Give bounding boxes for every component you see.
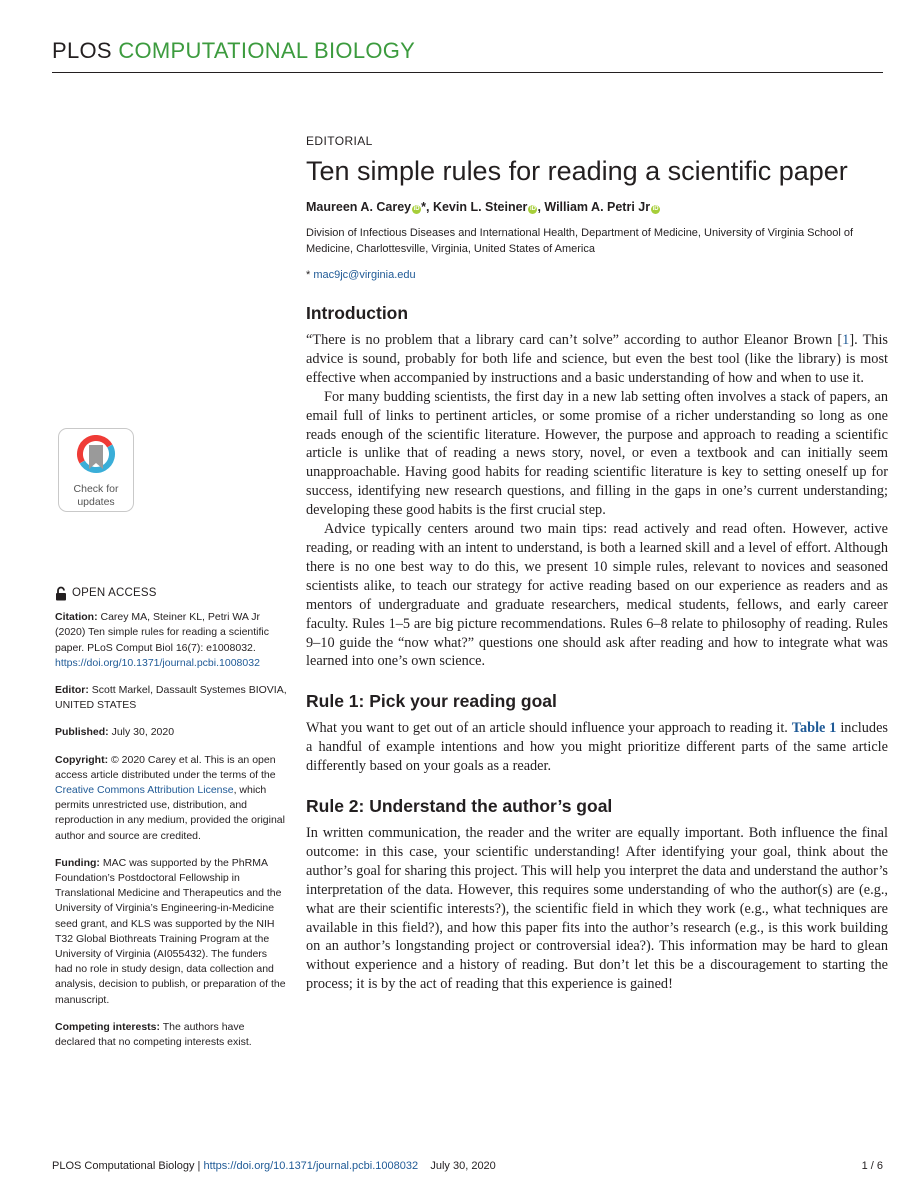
journal-prefix: PLOS: [52, 38, 112, 63]
orcid-icon[interactable]: iD: [652, 206, 659, 212]
funding-block: [55, 856, 287, 1008]
badge-label-line-2: updates: [77, 496, 115, 508]
open-access-label: [55, 586, 287, 601]
editor-block: [55, 683, 287, 713]
orcid-icon[interactable]: iD: [529, 206, 536, 212]
citation-block: [55, 610, 287, 671]
citation-text: Carey MA, Steiner KL, Petri WA Jr (2020) Ten simple rules for reading a scientific paper. PLoS Comput Biol 16(7): e1008032.: [55, 611, 269, 654]
section-heading-rule-2: Rule 2: Understand the author’s goal: [306, 796, 613, 817]
author-suffix: ,: [537, 200, 545, 214]
competing-interests-label: Competing interests:: [55, 1020, 161, 1033]
funding-text: MAC was supported by the PhRMA Foundation’s Postdoctoral Fellowship in Translational Medicine and Therapeutics and the University of Virginia’s Engineering-in-Medicine seed grant, and KLS was supported by the NIH T32 Global Biothreats Training Program at the University of Virginia (AI055432). The funders had no role in study design, data collection and analysis, decision to publish, or preparation of the manuscript.: [55, 856, 286, 1006]
copyright-block: [55, 753, 287, 844]
article-type: EDITORIAL: [306, 134, 373, 148]
footer-separator: |: [194, 1160, 204, 1172]
header-divider: [52, 72, 883, 73]
copyright-label: Copyright:: [55, 753, 109, 766]
author-name[interactable]: William A. Petri Jr: [544, 200, 651, 214]
intro-p1-text: “There is no problem that a library card can’t solve” according to author Eleanor Brown [: [306, 332, 843, 348]
open-lock-icon: [55, 586, 67, 601]
page-number: 1 / 6: [861, 1160, 883, 1172]
copyright-text-end: , which permits unrestricted use, distribution, and reproduction in any medium, provided the original author and source are credited.: [55, 784, 285, 842]
editor-text: Scott Markel, Dassault Systemes BIOVIA, UNITED STATES: [55, 684, 287, 712]
article-title: Ten simple rules for reading a scientific paper: [306, 156, 848, 186]
open-access-text: OPEN ACCESS: [72, 587, 157, 599]
published-block: [55, 725, 287, 740]
copyright-text: © 2020 Carey et al. This is an open access article distributed under the terms of the: [55, 753, 276, 781]
funding-label: Funding:: [55, 856, 100, 869]
check-for-updates-badge[interactable]: [58, 428, 134, 512]
corresponding-email: [306, 269, 888, 281]
orcid-icon[interactable]: iD: [413, 206, 420, 212]
section-heading-rule-1: Rule 1: Pick your reading goal: [306, 691, 557, 712]
intro-paragraph-1: [306, 331, 888, 388]
competing-interests-block: [55, 1020, 287, 1050]
email-marker: *: [306, 269, 311, 281]
crossmark-icon: [76, 435, 116, 477]
author-suffix: *,: [421, 200, 433, 214]
affiliation: Division of Infectious Diseases and International Health, Department of Medicine, University of Virginia School of Medicine, Charlottesville, Virginia, United States of America: [306, 227, 854, 255]
published-label: Published:: [55, 726, 109, 739]
author-name[interactable]: Kevin L. Steiner: [432, 200, 528, 214]
table-1-link[interactable]: Table 1: [791, 720, 837, 737]
page-footer: [52, 1160, 883, 1172]
author-list: [306, 200, 888, 214]
rule-1-paragraph: [306, 719, 888, 776]
intro-p1-text-end: ]. This advice is sound, probably for both life and science, but even the best tool (like the library) is most effective when accompanied by instructions and a basic understanding of how and when to use it.: [306, 332, 888, 386]
email-link[interactable]: mac9jc@virginia.edu: [313, 269, 416, 281]
citation-label: Citation:: [55, 611, 98, 624]
article-metadata-sidebar: [55, 586, 287, 1062]
journal-header: [52, 38, 415, 64]
badge-label-line-1: Check for: [73, 483, 119, 495]
main-column: [306, 134, 888, 994]
rule-1-text-end: includes a handful of example intentions and how you might prioritize different parts of the same article differently based on your goals as a reader.: [306, 720, 888, 775]
intro-paragraph-2: For many budding scientists, the first day in a new lab setting often involves a stack of papers, an email full of links to pertinent articles, or some promise of a richer understanding so long as one reads enough of the scientific literature. However, the purpose and approach to reading a scientific article is unlike that of reading a news story, novel, or even a textbook and can initially seem unapproachable. Having good habits for reading scientific literature is key to setting oneself up for success, identifying new research questions, and filling in the gaps in one’s current understanding; developing these good habits is the first crucial step.: [306, 388, 888, 519]
published-date: July 30, 2020: [108, 726, 175, 739]
author-name[interactable]: Maureen A. Carey: [306, 200, 412, 214]
footer-date: July 30, 2020: [430, 1160, 496, 1172]
journal-name: COMPUTATIONAL BIOLOGY: [118, 38, 416, 63]
footer-journal: PLOS Computational Biology: [52, 1160, 195, 1172]
footer-doi-link[interactable]: https://doi.org/10.1371/journal.pcbi.1008032: [203, 1160, 419, 1172]
citation-doi-link[interactable]: https://doi.org/10.1371/journal.pcbi.1008032: [55, 656, 260, 669]
competing-interests-text: The authors have declared that no competing interests exist.: [55, 1020, 252, 1049]
editor-label: Editor:: [55, 684, 89, 697]
license-link[interactable]: Creative Commons Attribution License: [55, 784, 234, 797]
section-heading-introduction: Introduction: [306, 303, 409, 323]
reference-link[interactable]: 1: [842, 332, 850, 348]
rule-1-text: What you want to get out of an article should influence your approach to reading it.: [306, 720, 792, 737]
intro-paragraph-3: Advice typically centers around two main tips: read actively and read often. However, active reading, or reading with an intent to understand, is both a learned skill and a level of effort. Although there is no one best way to do this, we present 10 simple rules, relevant to novices and seasoned scientists alike, to teach our strategy for active reading based on our experience as readers and as mentors of undergraduate and graduate researchers, medical students, fellows, and early career faculty. Rules 1–5 are big picture recommendations. Rules 6–8 relate to philosophy of reading. Rules 9–10 guide the “now what?” questions one should ask after reading and how to integrate what was learned into one’s own science.: [306, 521, 888, 670]
rule-2-paragraph: In written communication, the reader and the writer are equally important. Both influence the final outcome: in this case, your scientific understanding! After identifying your goal, think about the author’s goal for sharing this project. This will help you interpret the data and understand the author’s interpretation of the data. However, this requires some understanding of who the author(s) are (e.g., what are their scientific interests?), the scientific field in which they work (e.g., what techniques are available in this field?), and how this paper fits into the author’s research (e.g., is this work building on an author’s longstanding project or controversial idea?). This information may be hard to glean without experience and a history of reading. But don’t let this be a discouragement to starting the process; it is by the act of reading that this experience is gained!: [306, 825, 888, 993]
